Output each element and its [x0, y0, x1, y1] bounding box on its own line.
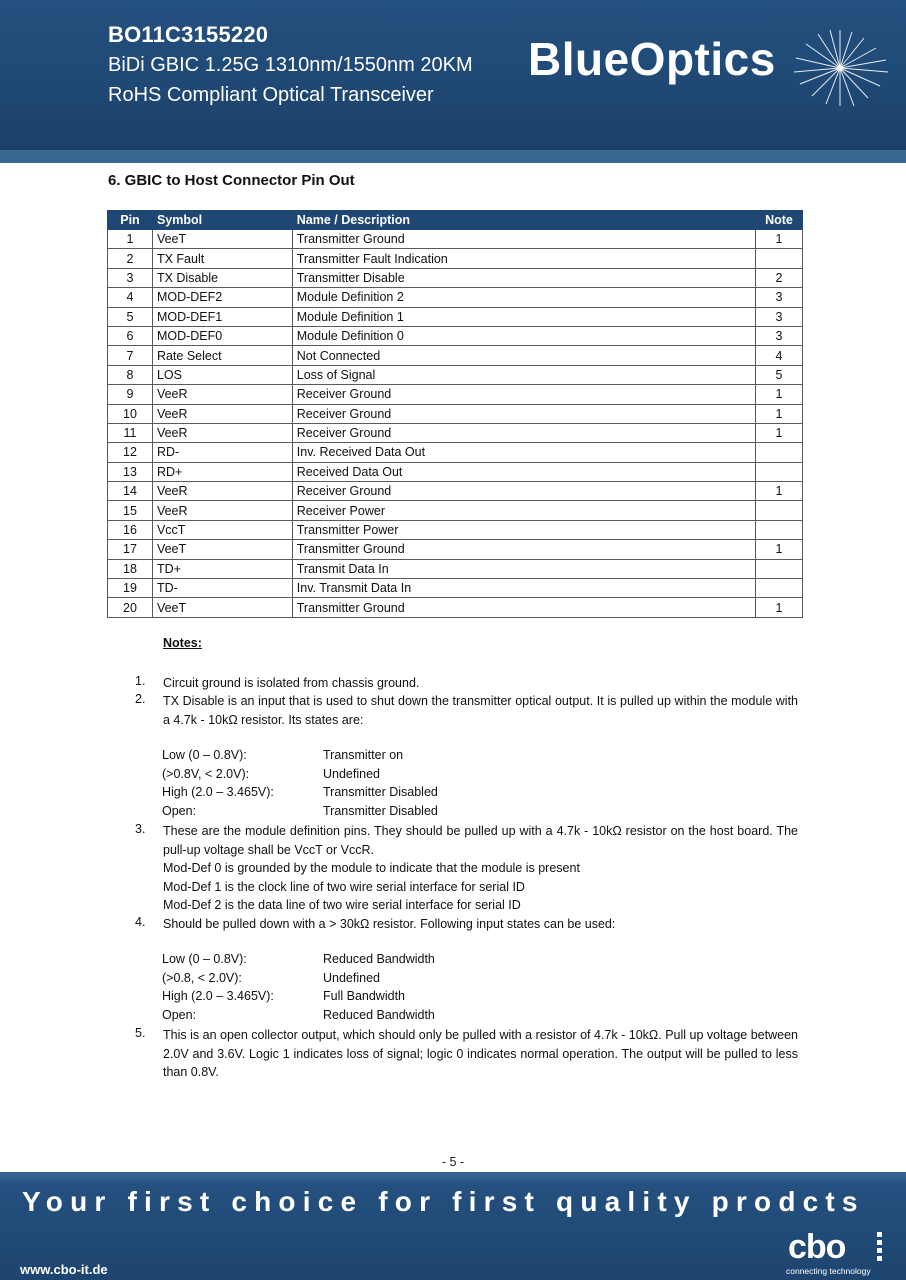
table-row: [108, 482, 803, 501]
state-result: Transmitter Disabled: [323, 804, 438, 818]
note-cell: 1: [755, 230, 802, 249]
note-2: TX Disable is an input that is used to shut down the transmitter optical output. It is pulled up within the module with a 4.7k - 10kΩ resistor. Its states are:: [163, 694, 798, 727]
table-row: [108, 268, 803, 287]
state-condition: High (2.0 – 3.465V):: [162, 989, 274, 1003]
table-body: [108, 230, 803, 618]
symbol-cell: VeeR: [152, 423, 292, 442]
pin-cell: 20: [108, 598, 153, 617]
symbol-cell: VeeR: [152, 385, 292, 404]
note-1: Circuit ground is isolated from chassis ground.: [163, 676, 420, 690]
note-cell: 4: [755, 346, 802, 365]
table-header-row: [108, 211, 803, 230]
note-cell: 1: [755, 404, 802, 423]
symbol-cell: MOD-DEF0: [152, 326, 292, 345]
table-row: [108, 501, 803, 520]
note-cell: [755, 443, 802, 462]
pin-cell: 6: [108, 326, 153, 345]
footer-url-link[interactable]: www.cbo-it.de: [20, 1262, 108, 1277]
pin-out-table: [107, 210, 803, 618]
notes-heading: Notes:: [163, 636, 202, 650]
header-band: [0, 150, 906, 163]
table-row: [108, 288, 803, 307]
symbol-cell: VeeR: [152, 482, 292, 501]
pin-cell: 14: [108, 482, 153, 501]
pin-cell: 16: [108, 520, 153, 539]
pin-cell: 10: [108, 404, 153, 423]
table-row: [108, 326, 803, 345]
col-header-note: Note: [755, 211, 802, 230]
product-line: BiDi GBIC 1.25G 1310nm/1550nm 20KM: [108, 54, 473, 76]
pin-cell: 3: [108, 268, 153, 287]
name-cell: Module Definition 0: [292, 326, 755, 345]
table-row: [108, 346, 803, 365]
table-row: [108, 540, 803, 559]
col-header-pin: Pin: [108, 211, 153, 230]
pin-cell: 1: [108, 230, 153, 249]
name-cell: Receiver Ground: [292, 423, 755, 442]
pin-cell: 4: [108, 288, 153, 307]
cbo-dots-icon: [876, 1232, 884, 1268]
table-row: [108, 443, 803, 462]
state-result: Reduced Bandwidth: [323, 952, 435, 966]
name-cell: Receiver Ground: [292, 385, 755, 404]
state-result: Undefined: [323, 767, 380, 781]
table-row: [108, 423, 803, 442]
name-cell: Loss of Signal: [292, 365, 755, 384]
table-row: [108, 559, 803, 578]
name-cell: Transmitter Disable: [292, 268, 755, 287]
name-cell: Not Connected: [292, 346, 755, 365]
product-compliance: RoHS Compliant Optical Transceiver: [108, 84, 434, 106]
part-number: BO11C3155220: [108, 22, 269, 47]
name-cell: Module Definition 2: [292, 288, 755, 307]
pin-cell: 9: [108, 385, 153, 404]
name-cell: Transmitter Ground: [292, 230, 755, 249]
table-row: [108, 520, 803, 539]
page-number: - 5 -: [441, 1155, 465, 1169]
state-result: Full Bandwidth: [323, 989, 405, 1003]
cbo-tagline: connecting technology: [786, 1266, 871, 1276]
note-number: 3.: [135, 822, 146, 836]
symbol-cell: MOD-DEF1: [152, 307, 292, 326]
table-row: [108, 385, 803, 404]
state-condition: Low (0 – 0.8V):: [162, 952, 247, 966]
note-5: This is an open collector output, which should only be pulled with a resistor of 4.7k - 10kΩ. Pull up voltage between 2.0V and 3.6V. Logic 1 indicates loss of signal; logic 0 indicates normal operation. The output will be pulled to less than 0.8V.: [163, 1028, 798, 1080]
name-cell: Transmitter Fault Indication: [292, 249, 755, 268]
note-number: 5.: [135, 1026, 146, 1040]
name-cell: Receiver Power: [292, 501, 755, 520]
pin-cell: 13: [108, 462, 153, 481]
state-result: Undefined: [323, 971, 380, 985]
symbol-cell: TD-: [152, 579, 292, 598]
pin-cell: 12: [108, 443, 153, 462]
state-condition: (>0.8, < 2.0V):: [162, 971, 242, 985]
col-header-symbol: Symbol: [152, 211, 292, 230]
note-3-line: Mod-Def 0 is grounded by the module to indicate that the module is present: [163, 861, 580, 875]
footer-slogan: Your first choice for first quality prodcts: [22, 1186, 865, 1217]
state-condition: Open:: [162, 1008, 197, 1022]
name-cell: Transmit Data In: [292, 559, 755, 578]
note-cell: 5: [755, 365, 802, 384]
pin-cell: 7: [108, 346, 153, 365]
name-cell: Transmitter Ground: [292, 598, 755, 617]
note-3-line: Mod-Def 2 is the data line of two wire serial interface for serial ID: [163, 898, 521, 912]
pin-cell: 18: [108, 559, 153, 578]
note-cell: 3: [755, 288, 802, 307]
note-cell: 3: [755, 326, 802, 345]
state-result: Transmitter on: [323, 748, 404, 762]
note-cell: 1: [755, 598, 802, 617]
note-cell: [755, 462, 802, 481]
name-cell: Receiver Ground: [292, 404, 755, 423]
symbol-cell: VccT: [152, 520, 292, 539]
note-cell: 3: [755, 307, 802, 326]
note-3: These are the module definition pins. They should be pulled up with a 4.7k - 10kΩ resistor on the host board. The pull-up voltage shall be VccT or VccR.: [163, 824, 798, 857]
symbol-cell: Rate Select: [152, 346, 292, 365]
state-condition: (>0.8V, < 2.0V):: [162, 767, 250, 781]
symbol-cell: TX Disable: [152, 268, 292, 287]
name-cell: Transmitter Power: [292, 520, 755, 539]
note-cell: [755, 501, 802, 520]
note-cell: [755, 249, 802, 268]
symbol-cell: TX Fault: [152, 249, 292, 268]
name-cell: Module Definition 1: [292, 307, 755, 326]
pin-cell: 2: [108, 249, 153, 268]
symbol-cell: TD+: [152, 559, 292, 578]
note-cell: 1: [755, 482, 802, 501]
note-cell: 2: [755, 268, 802, 287]
table-row: [108, 598, 803, 617]
table-row: [108, 249, 803, 268]
table-row: [108, 462, 803, 481]
pin-cell: 8: [108, 365, 153, 384]
pin-cell: 19: [108, 579, 153, 598]
symbol-cell: VeeR: [152, 404, 292, 423]
blueoptics-logo: BlueOptics: [528, 33, 776, 85]
symbol-cell: VeeT: [152, 230, 292, 249]
symbol-cell: VeeR: [152, 501, 292, 520]
note-cell: 1: [755, 540, 802, 559]
note-cell: 1: [755, 385, 802, 404]
name-cell: Receiver Ground: [292, 482, 755, 501]
section-title: 6. GBIC to Host Connector Pin Out: [108, 172, 355, 189]
note-cell: [755, 520, 802, 539]
table-row: [108, 307, 803, 326]
pin-cell: 17: [108, 540, 153, 559]
table-row: [108, 230, 803, 249]
name-cell: Received Data Out: [292, 462, 755, 481]
state-condition: Open:: [162, 804, 197, 818]
pin-cell: 5: [108, 307, 153, 326]
cbo-logo: cbo: [788, 1228, 846, 1266]
note-cell: [755, 579, 802, 598]
name-cell: Transmitter Ground: [292, 540, 755, 559]
name-cell: Inv. Transmit Data In: [292, 579, 755, 598]
symbol-cell: MOD-DEF2: [152, 288, 292, 307]
note-number: 4.: [135, 915, 146, 929]
table-row: [108, 579, 803, 598]
note-number: 2.: [135, 692, 146, 706]
note-3-line: Mod-Def 1 is the clock line of two wire serial interface for serial ID: [163, 880, 525, 894]
table-row: [108, 365, 803, 384]
starburst-icon: [790, 28, 890, 108]
name-cell: Inv. Received Data Out: [292, 443, 755, 462]
note-4: Should be pulled down with a > 30kΩ resistor. Following input states can be used:: [163, 917, 616, 931]
pin-cell: 15: [108, 501, 153, 520]
symbol-cell: RD+: [152, 462, 292, 481]
col-header-name: Name / Description: [292, 211, 755, 230]
state-condition: High (2.0 – 3.465V):: [162, 785, 274, 799]
note-number: 1.: [135, 674, 146, 688]
symbol-cell: VeeT: [152, 598, 292, 617]
page-header: [0, 0, 906, 163]
pin-cell: 11: [108, 423, 153, 442]
state-result: Reduced Bandwidth: [323, 1008, 435, 1022]
note-cell: [755, 559, 802, 578]
symbol-cell: RD-: [152, 443, 292, 462]
symbol-cell: VeeT: [152, 540, 292, 559]
state-result: Transmitter Disabled: [323, 785, 438, 799]
symbol-cell: LOS: [152, 365, 292, 384]
note-cell: 1: [755, 423, 802, 442]
table-row: [108, 404, 803, 423]
state-condition: Low (0 – 0.8V):: [162, 748, 247, 762]
